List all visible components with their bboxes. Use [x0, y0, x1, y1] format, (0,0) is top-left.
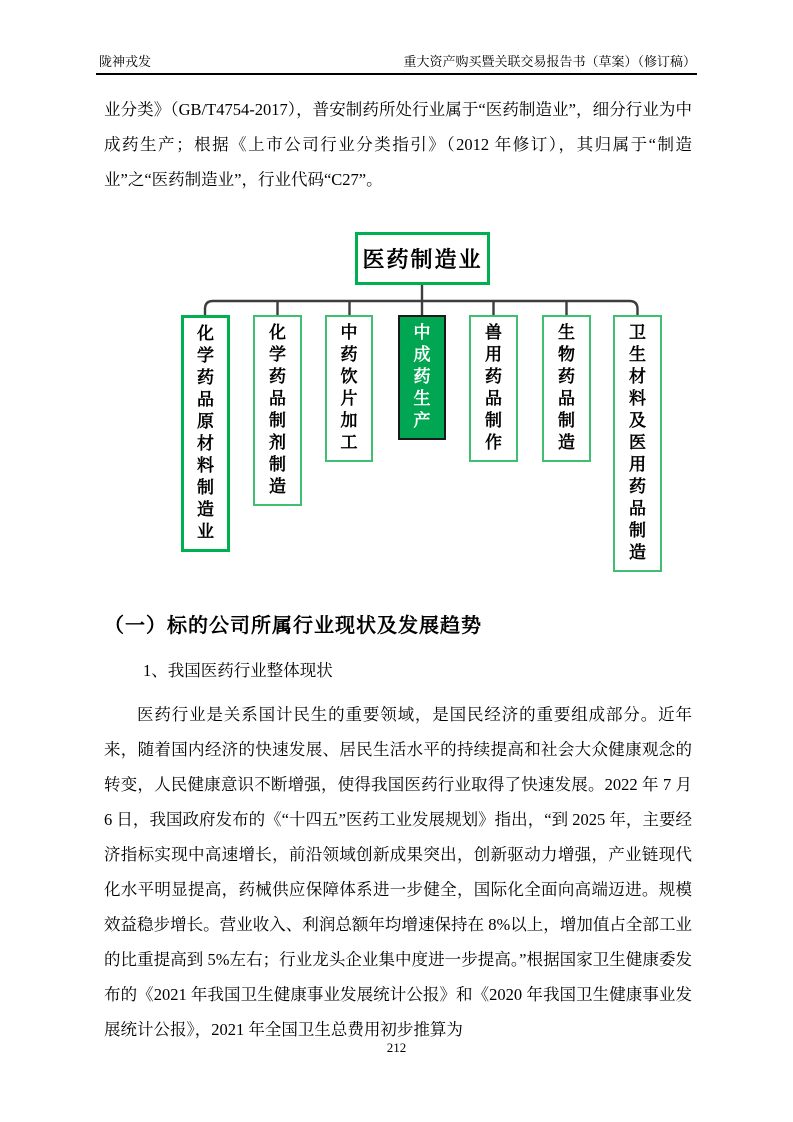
diagram-node-char: 药 [558, 367, 575, 386]
diagram-node-char: 造 [269, 477, 286, 496]
diagram-node-char: 物 [558, 345, 575, 364]
diagram-node-char: 造 [197, 500, 214, 519]
diagram-node-char: 饮 [340, 367, 358, 386]
diagram-node-char: 药 [629, 477, 646, 496]
header-report-title: 重大资产购买暨关联交易报告书（草案）（修订稿） [403, 54, 696, 69]
diagram-node-char: 产 [413, 411, 431, 430]
diagram-node-char: 制 [629, 521, 646, 540]
diagram-node-char: 剂 [269, 433, 286, 452]
diagram-node-char: 中 [413, 323, 431, 342]
diagram-node-char: 药 [485, 367, 502, 386]
diagram-node-char: 材 [197, 434, 214, 453]
diagram-node-char: 药 [269, 367, 286, 386]
diagram-node-char: 药 [413, 367, 431, 386]
diagram-node-char: 生 [629, 345, 646, 364]
diagram-node-char: 业 [197, 522, 214, 541]
diagram-node-5 [469, 315, 518, 462]
section-heading: （一）标的公司所属行业现状及发展趋势 [104, 615, 482, 637]
diagram-node-char: 造 [629, 543, 646, 562]
diagram-node-char: 药 [340, 345, 358, 364]
diagram-node-char: 生 [558, 323, 575, 342]
diagram-node-char: 制 [485, 411, 502, 430]
diagram-node-char: 料 [629, 389, 646, 408]
diagram-node-char: 用 [485, 345, 502, 364]
diagram-node-char: 学 [269, 345, 286, 364]
diagram-node-char: 药 [197, 368, 214, 387]
diagram-node-7 [613, 315, 662, 572]
diagram-node-char: 片 [340, 389, 358, 408]
paragraph-industry-overview: 医药行业是关系国计民生的重要领域，是国民经济的重要组成部分。近年来，随着国内经济的快速发展、居民生活水平的持续提高和社会大众健康观念的转变，人民健康意识不断增强，使得我国医药行业取得了快速发展。2022 年 7 月 6 日，我国政府发布的《“十四五”医药工业发展规划》指出，“到 2025 年，主要经济指标实现中高速增长，前沿领域创新成果突出，创新驱动力增强，产业链现代化水平明显提高，药械供应保障体系进一步健全，国际化全面向高端迈进。规模效益稳步增长。营业收入、利润总额年均增速保持在 8%以上，增加值占全部工业的比重提高到 5%左右；行业龙头企业集中度进一步提高。”根据国家卫生健康委发布的《2021 年我国卫生健康事业发展统计公报》和《2020 年我国卫生健康事业发展统计公报》，2021 年全国卫生总费用初步推算为 [104, 705, 692, 1039]
diagram-connector-lines [0, 0, 793, 340]
diagram-node-char: 生 [413, 389, 431, 408]
diagram-node-char: 制 [269, 455, 286, 474]
diagram-node-4 [398, 315, 446, 440]
diagram-node-char: 化 [197, 324, 214, 343]
diagram-node-3 [325, 315, 373, 462]
diagram-node-char: 制 [269, 411, 286, 430]
header-company-name: 陇神戎发 [99, 54, 152, 69]
diagram-node-char: 品 [629, 499, 646, 518]
diagram-node-char: 材 [629, 367, 646, 386]
diagram-node-char: 作 [485, 433, 502, 452]
page-number: 212 [386, 1040, 407, 1055]
diagram-node-char: 用 [629, 455, 646, 474]
diagram-root-node: 医药制造业 [355, 232, 490, 285]
diagram-node-char: 成 [413, 345, 431, 364]
diagram-node-char: 品 [197, 390, 214, 409]
diagram-node-char: 卫 [629, 323, 646, 342]
diagram-node-char: 料 [197, 456, 214, 475]
diagram-node-char: 加 [340, 411, 358, 430]
diagram-node-char: 学 [197, 346, 214, 365]
diagram-node-char: 品 [269, 389, 286, 408]
diagram-node-char: 及 [629, 411, 646, 430]
diagram-node-6 [542, 315, 591, 462]
diagram-node-char: 医 [629, 433, 646, 452]
diagram-node-char: 品 [558, 389, 575, 408]
diagram-node-char: 工 [340, 433, 358, 452]
diagram-node-char: 兽 [485, 323, 502, 342]
diagram-node-2 [253, 315, 302, 506]
diagram-node-char: 中 [340, 323, 358, 342]
diagram-node-char: 造 [558, 433, 575, 452]
diagram-node-char: 原 [197, 412, 214, 431]
sub-heading: 1、我国医药行业整体现状 [143, 661, 333, 680]
paragraph-industry-classification: 业分类》（GB/T4754-2017），普安制药所处行业属于“医药制造业”，细分行业为中成药生产；根据《上市公司行业分类指引》（2012 年修订），其归属于“制造业”之“医药制造业”，行业代码“C27”。 [104, 100, 692, 189]
diagram-node-1 [181, 315, 230, 552]
diagram-node-char: 制 [197, 478, 214, 497]
diagram-node-char: 化 [269, 323, 286, 342]
diagram-node-char: 品 [485, 389, 502, 408]
diagram-node-char: 制 [558, 411, 575, 430]
